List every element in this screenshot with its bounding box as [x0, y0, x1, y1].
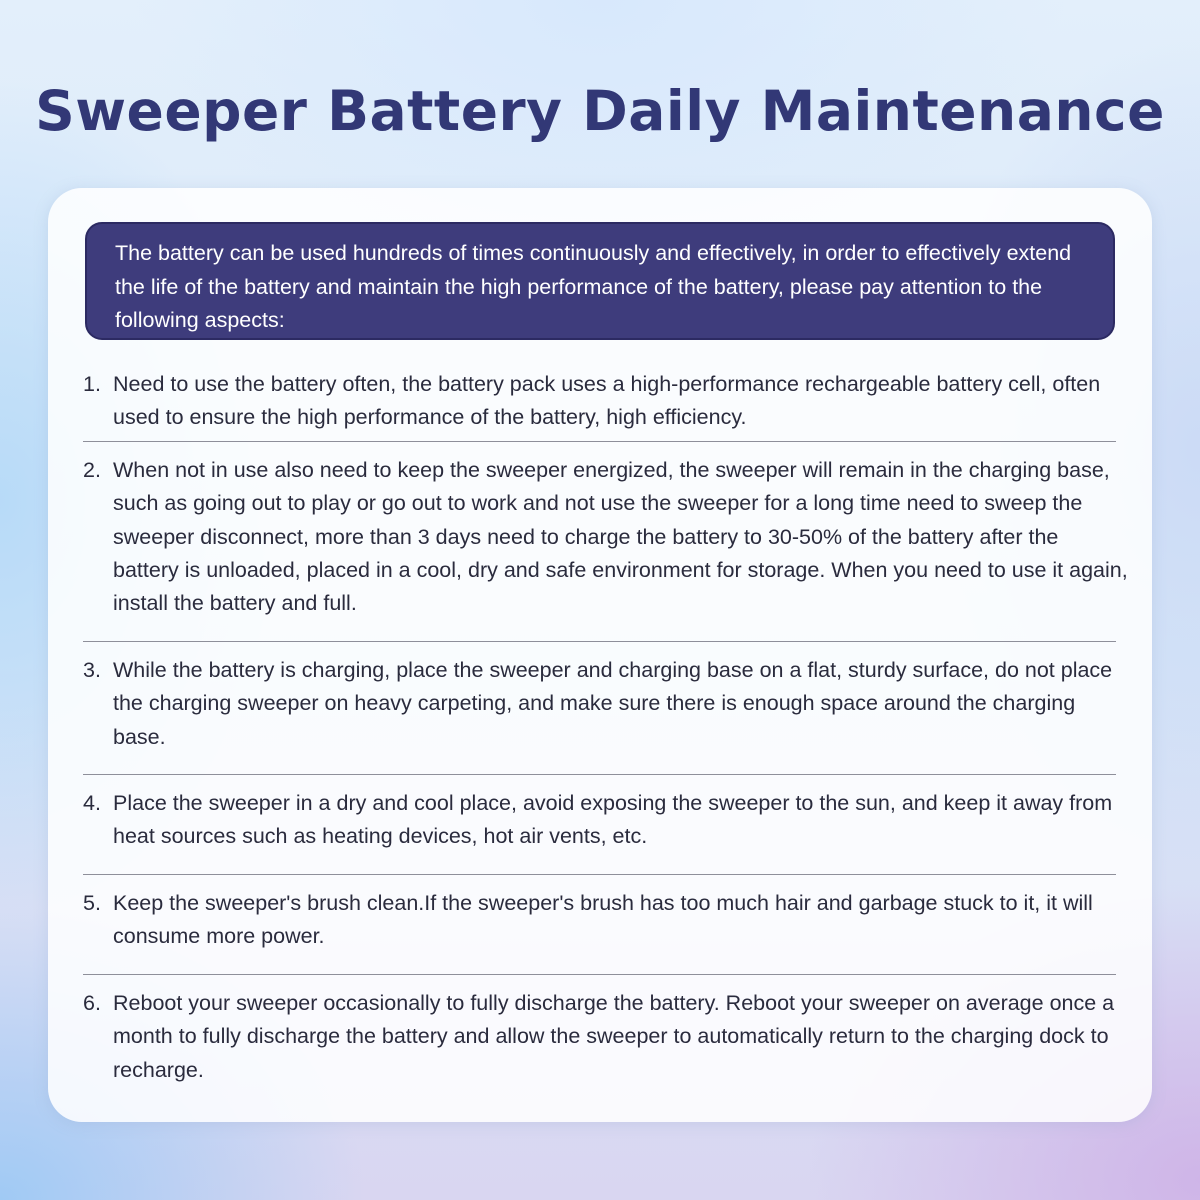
item-text: Need to use the battery often, the battery pack uses a high-performance rechargeable battery cell, often used to ensure the high performance of the battery, high efficiency.: [113, 372, 1101, 430]
item-text: While the battery is charging, place the sweeper and charging base on a flat, sturdy surface, do not place the charging sweeper on heavy carpeting, and make sure there is enough space around the charging base.: [113, 658, 1113, 749]
divider: [83, 774, 1116, 775]
item-number: 1.: [83, 372, 101, 396]
list-item: [83, 787, 1128, 854]
intro-box: The battery can be used hundreds of times continuously and effectively, in order to effectively extend the life of the battery and maintain the high performance of the battery, please pay attention to the following aspects:: [85, 222, 1115, 340]
list-item: [83, 987, 1128, 1087]
item-text: Keep the sweeper's brush clean.If the sweeper's brush has too much hair and garbage stuck to it, it will consume more power.: [113, 891, 1093, 949]
item-number: 2.: [83, 458, 101, 482]
list-item: [83, 654, 1128, 754]
list-item: [83, 887, 1128, 954]
item-text: Reboot your sweeper occasionally to fully discharge the battery. Reboot your sweeper on average once a month to fully discharge the battery and allow the sweeper to automatically return to the charging dock to recharge.: [113, 991, 1115, 1082]
page-title: Sweeper Battery Daily Maintenance: [35, 79, 1165, 143]
divider: [83, 874, 1116, 875]
divider: [83, 441, 1116, 442]
content-card: [48, 188, 1152, 1122]
list-item: [83, 454, 1128, 620]
list-item: [83, 368, 1128, 435]
divider: [83, 974, 1116, 975]
item-text: Place the sweeper in a dry and cool place, avoid exposing the sweeper to the sun, and keep it away from heat sources such as heating devices, hot air vents, etc.: [113, 791, 1113, 849]
item-number: 3.: [83, 658, 101, 682]
item-number: 4.: [83, 791, 101, 815]
divider: [83, 641, 1116, 642]
item-text: When not in use also need to keep the sweeper energized, the sweeper will remain in the charging base, such as going out to play or go out to work and not use the sweeper for a long time need to sweep the sweeper disconnect, more than 3 days need to charge the battery to 30-50% of the battery after the battery is unloaded, placed in a cool, dry and safe environment for storage. When you need to use it again, install the battery and full.: [113, 458, 1128, 616]
item-number: 6.: [83, 991, 101, 1015]
item-number: 5.: [83, 891, 101, 915]
